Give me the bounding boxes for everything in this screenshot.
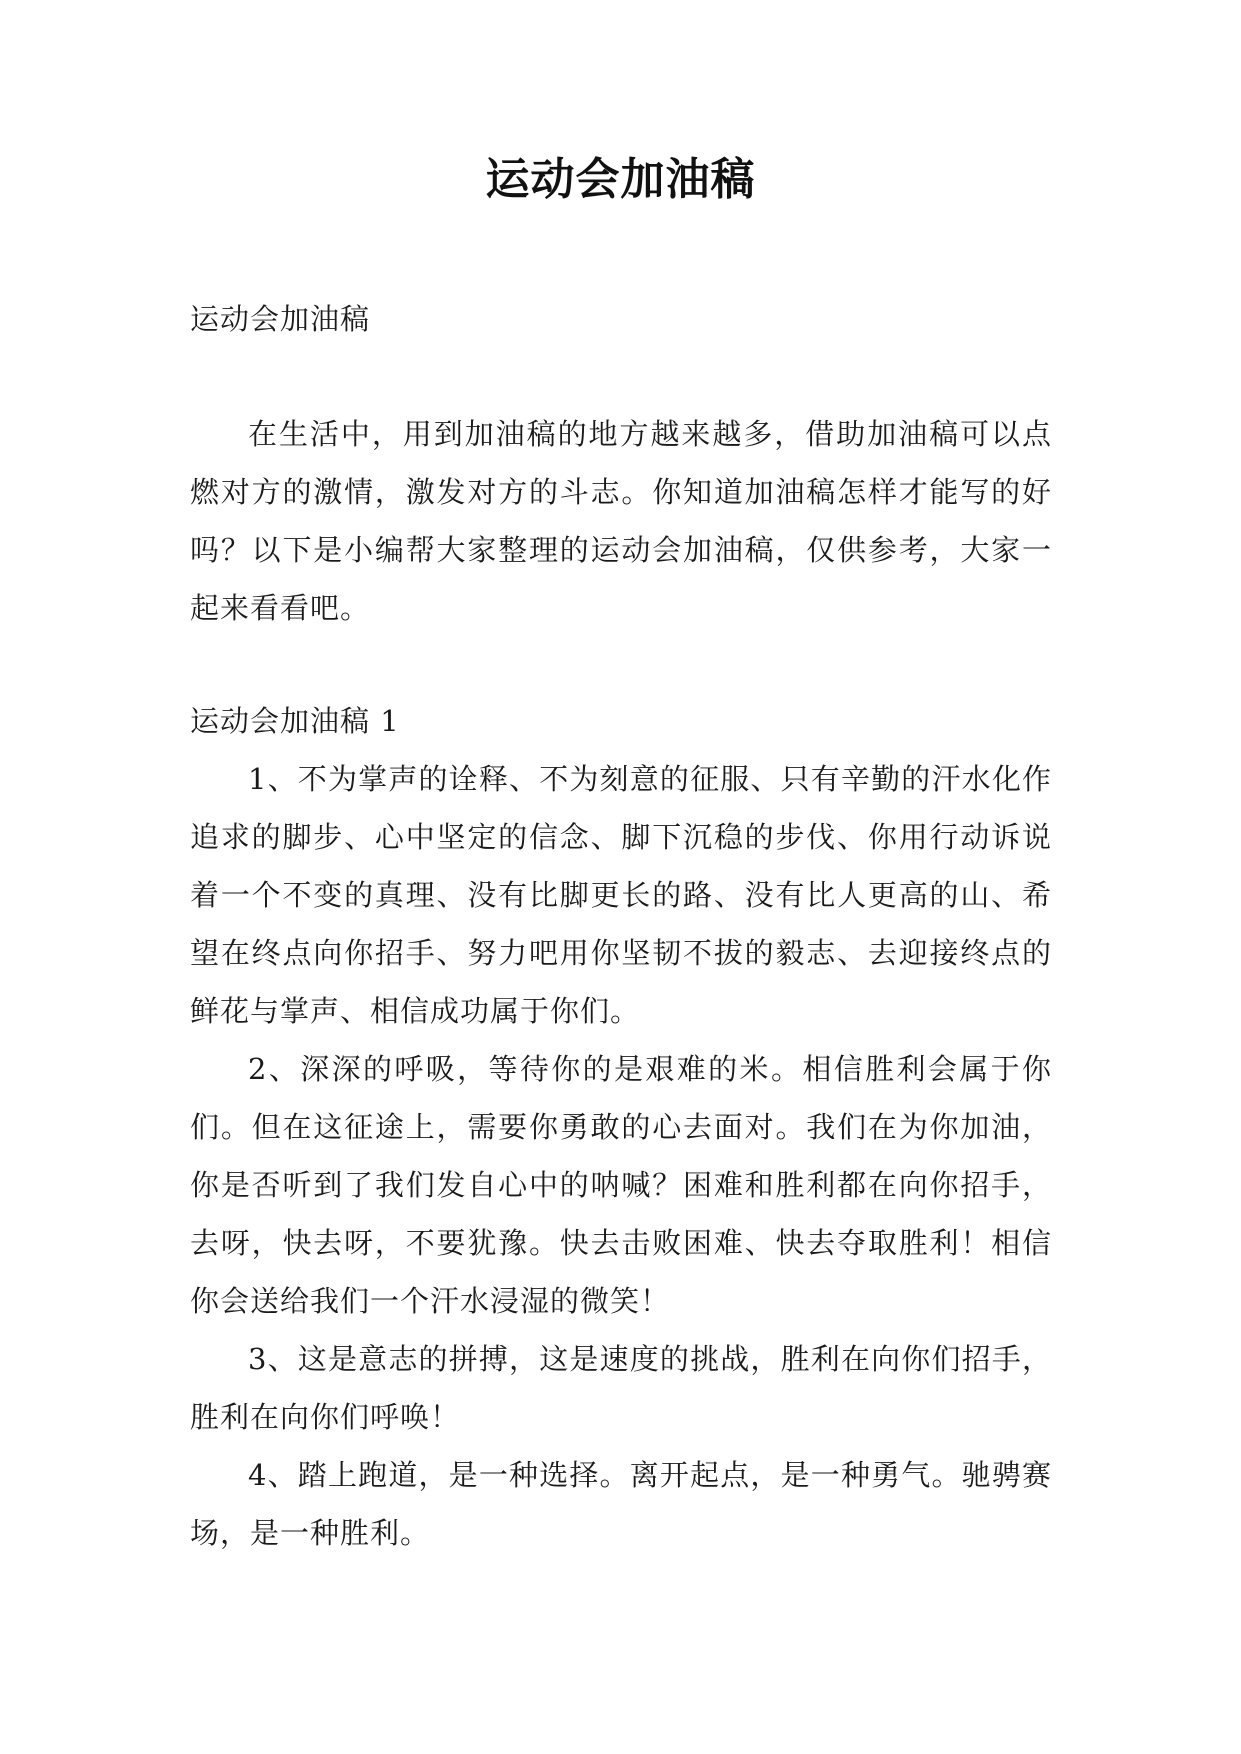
document-subtitle: 运动会加油稿 [190, 302, 371, 336]
document-title: 运动会加油稿 [485, 154, 756, 205]
section-heading: 运动会加油稿 1 [190, 704, 400, 738]
document-body [190, 290, 1052, 1562]
cheer-item-2: 2、深深的呼吸，等待你的是艰难的米。相信胜利会属于你们。但在这征途上，需要你勇敢的心去面对。我们在为你加油，你是否听到了我们发自心中的呐喊？困难和胜利都在向你招手，去呀，快去呀，不要犹豫。快去击败困难、快去夺取胜利！相信你会送给我们一个汗水浸湿的微笑！ [190, 1052, 1052, 1318]
cheer-item-1: 1、不为掌声的诠释、不为刻意的征服、只有辛勤的汗水化作追求的脚步、心中坚定的信念、脚下沉稳的步伐、你用行动诉说着一个不变的真理、没有比脚更长的路、没有比人更高的山、希望在终点向你招手、努力吧用你坚韧不拔的毅志、去迎接终点的鲜花与掌声、相信成功属于你们。 [190, 762, 1052, 1028]
cheer-item-4: 4、踏上跑道，是一种选择。离开起点，是一种勇气。驰骋赛场，是一种胜利。 [190, 1458, 1052, 1550]
cheer-item-3: 3、这是意志的拼搏，这是速度的挑战，胜利在向你们招手，胜利在向你们呼唤！ [190, 1342, 1052, 1434]
intro-paragraph: 在生活中，用到加油稿的地方越来越多，借助加油稿可以点燃对方的激情，激发对方的斗志。你知道加油稿怎样才能写的好吗？以下是小编帮大家整理的运动会加油稿，仅供参考，大家一起来看看吧。 [190, 417, 1052, 625]
